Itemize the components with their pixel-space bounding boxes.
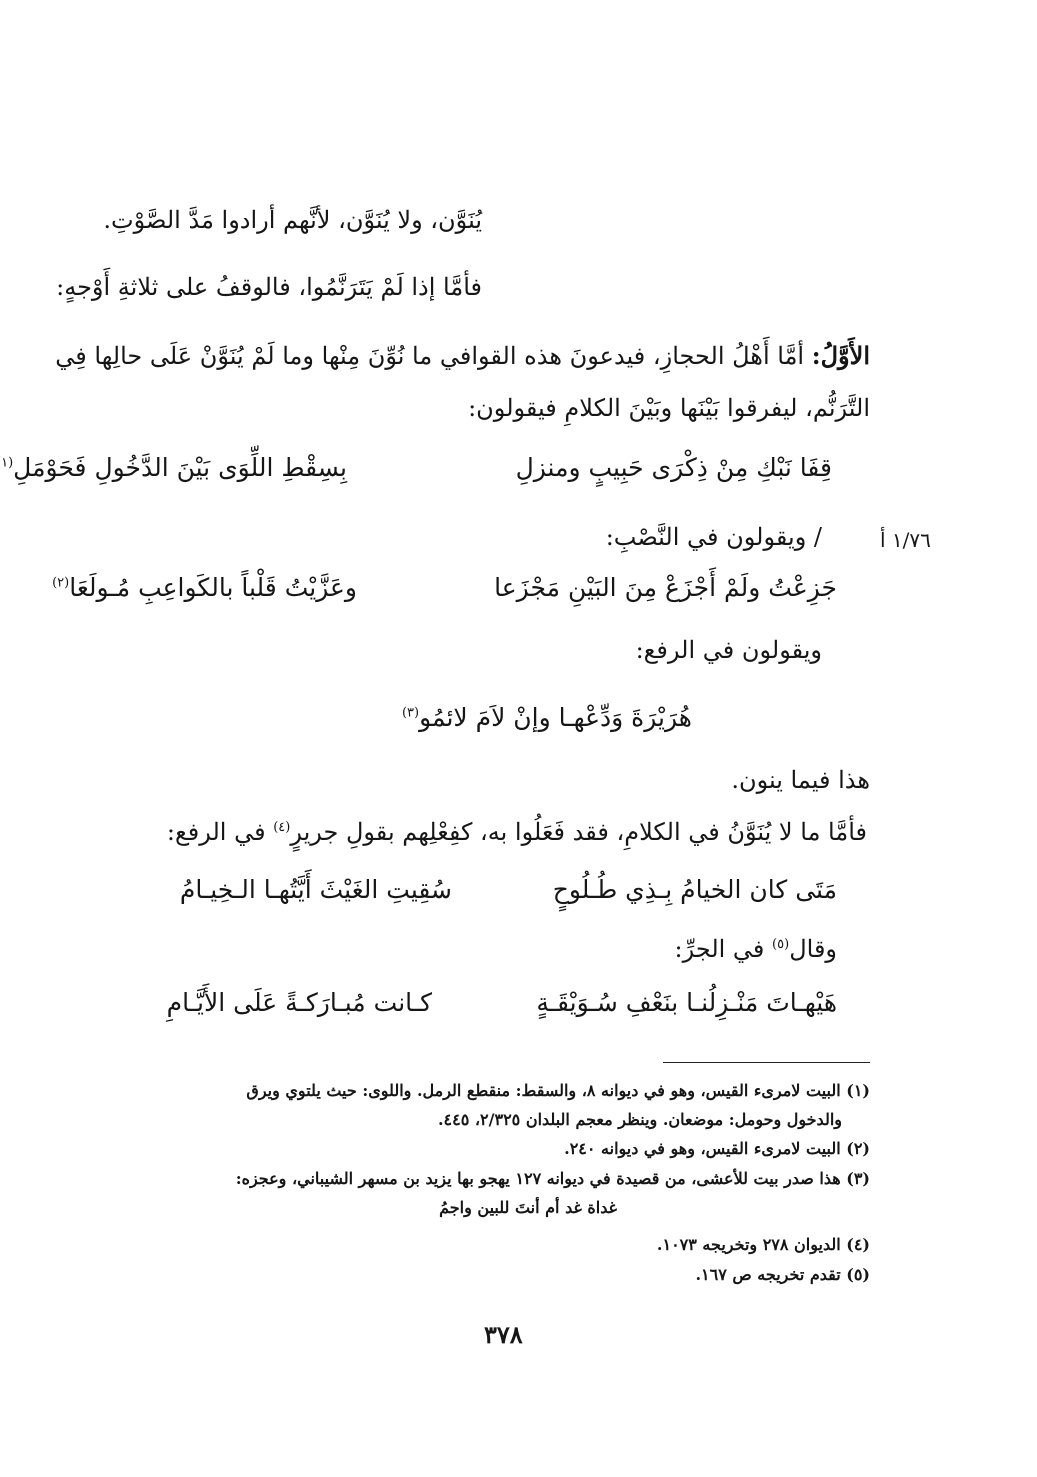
text-line-hatha: هذا فيما ينون. [731, 766, 870, 794]
text-line-4: التَّرَنُّم، ليفرقوا بَيْنَها وبَيْنَ الكلامِ فيقولون: [468, 394, 870, 422]
section-heading: الأَوَّلُ: [811, 341, 870, 370]
verse-2-second-text: وعَزَّيْتُ قَلْباً بالكَواعِبِ مُـولَعَا [69, 573, 357, 602]
verse-2-second-hemistich [52, 575, 357, 600]
footnote-ref-3: (٣) [401, 705, 420, 721]
footnote-ref-4: (٤) [273, 820, 291, 835]
footnote-1-line-1: (١) البيت لامرىء القيس، وهو في ديوانه ٨، والسقط: منقطع الرمل. واللوى: حيث يلتوي ويرق [246, 1081, 870, 1100]
footnote-ref-5: (٥) [772, 937, 790, 952]
verse-5-first-hemistich: هَيْهـاتَ مَنْـزِلُنـا بنَعْفِ سُـوَيْقَـةٍ [536, 988, 837, 1017]
verse-1-second-hemistich [0, 455, 347, 480]
text-line-qal-b: في الجرِّ: [674, 935, 765, 963]
text-line-qal-a: وقال [789, 935, 837, 963]
footnote-4: (٤) الديوان ٢٧٨ وتخريجه ١٠٧٣. [656, 1235, 870, 1254]
verse-1-second-text: بِسِقْطِ اللِّوَى بَيْنَ الدَّخُولِ فَحَوْمَلِ [13, 453, 347, 482]
verse-2-first-hemistich: جَزِعْتُ ولَمْ أَجْزَعْ مِنَ البَيْنِ مَجْزَعا [494, 573, 837, 602]
verse-4-second-hemistich: سُقِيتِ الغَيْثَ أَيَّتُهـا الـخِيـامُ [179, 875, 452, 904]
margin-folio-ref: ١/٧٦ أ [880, 528, 931, 552]
footnote-1-line-2: والدخول وحومل: موضعان. وينظر معجم البلدان ٢/٣٢٥، ٤٤٥. [437, 1110, 842, 1129]
text-line-raf: ويقولون في الرفع: [635, 636, 822, 664]
text-line-3-body: أمَّا أَهْلُ الحجازِ، فيدعونَ هذه القوافي ما نُوِّنَ مِنْها وما لَمْ يُنَوَّنْ عَلَى حالِها فِي [55, 342, 805, 370]
verse-3-text: هُرَيْرَةَ وَدِّعْهـا وإنْ لاَمَ لائمُو [419, 703, 692, 732]
text-line-amma-b: في الرفع: [166, 818, 266, 846]
footnote-2: (٢) البيت لامرىء القيس، وهو في ديوانه ٢٤٠. [564, 1139, 870, 1158]
verse-4-first-hemistich: مَتَى كان الخيامُ بِـذِي طُـلُوحٍ [552, 875, 837, 904]
footnote-3-line-2: غداة غد أم أنتَ للبين واجمُ [439, 1198, 617, 1217]
verse-5-second-hemistich: كـانت مُبـارَكـةً عَلَى الأَيَّـامِ [166, 988, 432, 1017]
footnote-separator [663, 1062, 870, 1063]
text-line-amma [167, 820, 867, 844]
footnote-3-line-1: (٣) هذا صدر بيت للأعشى، من قصيدة في ديوانه ١٢٧ يهجو بها يزيد بن مسهر الشيباني، وعجزه: [235, 1169, 870, 1188]
text-line-qal [675, 937, 838, 961]
text-line-3 [55, 341, 870, 370]
footnote-5: (٥) تقدم تخريجه ص ١٦٧. [695, 1265, 870, 1284]
text-line-nasb: / ويقولون في النَّصْبِ: [605, 523, 822, 551]
text-line-amma-a: فأمَّا ما لا يُنَوَّنُ في الكلامِ، فقد فَعَلُوا به، كفِعْلِهم بقولِ جريرٍ [290, 818, 867, 846]
text-line-1: يُنَوَّن، ولا يُنَوَّن، لأنَّهم أرادوا مَدَّ الصَّوْتِ. [103, 206, 482, 234]
footnote-ref-1: (١ [1, 455, 14, 471]
footnote-ref-2: (٢) [52, 575, 70, 591]
verse-1-first-hemistich: قِفَا نَبْكِ مِنْ ذِكْرَى حَبِيبٍ ومنزلِ [515, 453, 832, 482]
verse-3 [402, 705, 692, 730]
page-number: ٣٧٨ [484, 1320, 523, 1349]
text-line-2: فأمَّا إذا لَمْ يَتَرَنَّمُوا، فالوقفُ على ثلاثةِ أَوْجهٍ: [56, 273, 482, 301]
